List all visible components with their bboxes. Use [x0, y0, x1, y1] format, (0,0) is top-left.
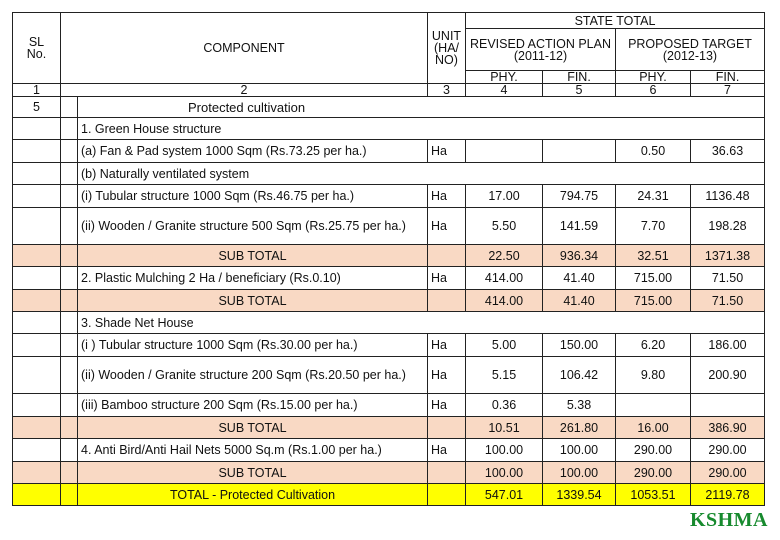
- proposed-phy-cell: 24.31: [616, 185, 691, 208]
- proposed-phy-cell: 290.00: [616, 439, 691, 462]
- header-sl-no: SL No.: [13, 13, 61, 84]
- row-unit: Ha: [428, 267, 466, 290]
- proposed-phy-cell: 1053.51: [616, 484, 691, 506]
- row-label: 1. Green House structure: [78, 118, 765, 140]
- revised-phy-cell: 0.36: [466, 394, 543, 417]
- revised-fin-cell: 41.40: [543, 267, 616, 290]
- header-unit: UNIT (HA/ NO): [428, 13, 466, 84]
- table-row: [13, 208, 765, 245]
- revised-fin-cell: 1339.54: [543, 484, 616, 506]
- row-unit: Ha: [428, 334, 466, 357]
- proposed-fin-cell: [691, 394, 765, 417]
- kshma-logo: KSHMA: [689, 509, 768, 531]
- revised-fin-cell: 936.34: [543, 245, 616, 267]
- proposed-phy-cell: 6.20: [616, 334, 691, 357]
- proposed-fin-cell: 290.00: [691, 462, 765, 484]
- proposed-phy-cell: 16.00: [616, 417, 691, 439]
- row-unit: [428, 245, 466, 267]
- table-row: [13, 267, 765, 290]
- header-fin-proposed: FIN.: [691, 71, 765, 84]
- header-revised-plan: REVISED ACTION PLAN (2011-12): [466, 29, 616, 71]
- row-label: SUB TOTAL: [78, 417, 428, 439]
- row-label: (iii) Bamboo structure 200 Sqm (Rs.15.00 per ha.): [78, 394, 428, 417]
- proposed-fin-cell: 1371.38: [691, 245, 765, 267]
- table-row: [13, 334, 765, 357]
- row-label: (b) Naturally ventilated system: [78, 163, 765, 185]
- subtotal-row: [13, 290, 765, 312]
- proposed-fin-cell: 2119.78: [691, 484, 765, 506]
- revised-phy-cell: 100.00: [466, 439, 543, 462]
- row-label: (ii) Wooden / Granite structure 200 Sqm (Rs.20.50 per ha.): [78, 357, 428, 394]
- row-unit: Ha: [428, 394, 466, 417]
- revised-fin-cell: 141.59: [543, 208, 616, 245]
- header-phy-revised: PHY.: [466, 71, 543, 84]
- col-number: 2: [61, 84, 428, 97]
- row-label: 3. Shade Net House: [78, 312, 765, 334]
- table-row: [13, 163, 765, 185]
- revised-fin-cell: 5.38: [543, 394, 616, 417]
- proposed-fin-cell: 186.00: [691, 334, 765, 357]
- proposed-fin-cell: 1136.48: [691, 185, 765, 208]
- header-phy-proposed: PHY.: [616, 71, 691, 84]
- table-row: [13, 185, 765, 208]
- table-row: [13, 439, 765, 462]
- col-number: 4: [466, 84, 543, 97]
- row-label: 2. Plastic Mulching 2 Ha / beneficiary (Rs.0.10): [78, 267, 428, 290]
- row-label: SUB TOTAL: [78, 245, 428, 267]
- revised-phy-cell: 100.00: [466, 462, 543, 484]
- revised-phy-cell: 414.00: [466, 267, 543, 290]
- row-label: (a) Fan & Pad system 1000 Sqm (Rs.73.25 per ha.): [78, 140, 428, 163]
- col-number: 7: [691, 84, 765, 97]
- proposed-phy-cell: 32.51: [616, 245, 691, 267]
- header-component: COMPONENT: [61, 13, 428, 84]
- header-proposed-target: PROPOSED TARGET (2012-13): [616, 29, 765, 71]
- row-label: SUB TOTAL: [78, 290, 428, 312]
- proposed-fin-cell: 290.00: [691, 439, 765, 462]
- col-number: 3: [428, 84, 466, 97]
- proposed-phy-cell: 7.70: [616, 208, 691, 245]
- row-unit: [428, 417, 466, 439]
- table-row: [13, 312, 765, 334]
- row-unit: Ha: [428, 140, 466, 163]
- section-number: 5: [13, 97, 61, 118]
- revised-phy-cell: 547.01: [466, 484, 543, 506]
- revised-fin-cell: 100.00: [543, 439, 616, 462]
- revised-phy-cell: [466, 140, 543, 163]
- protected-cultivation-table: [12, 12, 765, 506]
- header-fin-revised: FIN.: [543, 71, 616, 84]
- row-label: (i ) Tubular structure 1000 Sqm (Rs.30.00 per ha.): [78, 334, 428, 357]
- row-unit: [428, 290, 466, 312]
- proposed-fin-cell: 198.28: [691, 208, 765, 245]
- proposed-phy-cell: 0.50: [616, 140, 691, 163]
- table-row: [13, 357, 765, 394]
- proposed-phy-cell: 9.80: [616, 357, 691, 394]
- revised-fin-cell: 261.80: [543, 417, 616, 439]
- row-label: 4. Anti Bird/Anti Hail Nets 5000 Sq.m (Rs.1.00 per ha.): [78, 439, 428, 462]
- proposed-fin-cell: 71.50: [691, 290, 765, 312]
- row-label: SUB TOTAL: [78, 462, 428, 484]
- row-unit: Ha: [428, 357, 466, 394]
- revised-phy-cell: 10.51: [466, 417, 543, 439]
- row-unit: Ha: [428, 208, 466, 245]
- row-unit: [428, 484, 466, 506]
- col-number: 5: [543, 84, 616, 97]
- row-label: TOTAL - Protected Cultivation: [78, 484, 428, 506]
- subtotal-row: [13, 462, 765, 484]
- proposed-fin-cell: 71.50: [691, 267, 765, 290]
- revised-phy-cell: 17.00: [466, 185, 543, 208]
- proposed-phy-cell: 715.00: [616, 290, 691, 312]
- revised-fin-cell: [543, 140, 616, 163]
- proposed-phy-cell: 290.00: [616, 462, 691, 484]
- subtotal-row: [13, 417, 765, 439]
- col-number: 6: [616, 84, 691, 97]
- row-label: (i) Tubular structure 1000 Sqm (Rs.46.75 per ha.): [78, 185, 428, 208]
- revised-fin-cell: 794.75: [543, 185, 616, 208]
- row-unit: Ha: [428, 185, 466, 208]
- total-row: [13, 484, 765, 506]
- revised-fin-cell: 100.00: [543, 462, 616, 484]
- revised-phy-cell: 5.00: [466, 334, 543, 357]
- row-unit: [428, 462, 466, 484]
- revised-phy-cell: 5.15: [466, 357, 543, 394]
- header-state-total: STATE TOTAL: [466, 13, 765, 29]
- table-row: [13, 118, 765, 140]
- section-title: Protected cultivation: [78, 97, 765, 118]
- row-label: (ii) Wooden / Granite structure 500 Sqm (Rs.25.75 per ha.): [78, 208, 428, 245]
- proposed-phy-cell: 715.00: [616, 267, 691, 290]
- revised-fin-cell: 106.42: [543, 357, 616, 394]
- revised-phy-cell: 22.50: [466, 245, 543, 267]
- revised-phy-cell: 5.50: [466, 208, 543, 245]
- table-row: [13, 140, 765, 163]
- col-number: 1: [13, 84, 61, 97]
- proposed-phy-cell: [616, 394, 691, 417]
- proposed-fin-cell: 386.90: [691, 417, 765, 439]
- subtotal-row: [13, 245, 765, 267]
- revised-fin-cell: 150.00: [543, 334, 616, 357]
- row-unit: Ha: [428, 439, 466, 462]
- proposed-fin-cell: 200.90: [691, 357, 765, 394]
- revised-fin-cell: 41.40: [543, 290, 616, 312]
- table-row: [13, 394, 765, 417]
- proposed-fin-cell: 36.63: [691, 140, 765, 163]
- revised-phy-cell: 414.00: [466, 290, 543, 312]
